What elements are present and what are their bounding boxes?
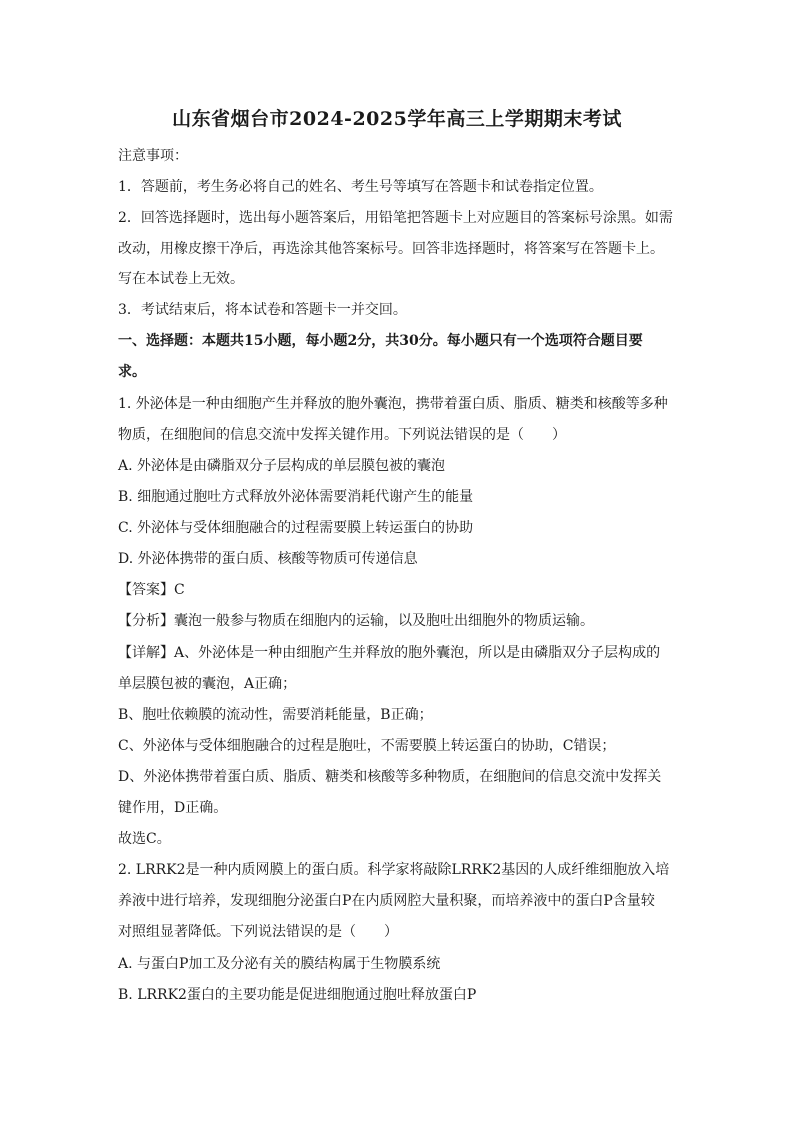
question-2-stem: 2. LRRK2是一种内质网膜上的蛋白质。科学家将敲除LRRK2基因的人成纤维细胞放入培 bbox=[118, 862, 670, 878]
section-heading: 一、选择题：本题共15小题，每小题2分，共30分。每小题只有一个选项符合题目要 bbox=[118, 333, 643, 349]
question-1-stem-cont: 物质，在细胞间的信息交流中发挥关键作用。下列说法错误的是（ ） bbox=[118, 427, 566, 443]
question-1-detail-c: C、外泌体与受体细胞融合的过程是胞吐，不需要膜上转运蛋白的协助，C错误； bbox=[118, 738, 616, 754]
question-1-analysis: 【分析】囊泡一般参与物质在细胞内的运输，以及胞吐出细胞外的物质运输。 bbox=[118, 613, 594, 629]
question-1-detail-a: 【详解】A、外泌体是一种由细胞产生并释放的胞外囊泡，所以是由磷脂双分子层构成的 bbox=[118, 645, 661, 661]
question-1-detail-a-cont: 单层膜包被的囊泡，A正确； bbox=[118, 676, 297, 692]
question-2-option-a: A. 与蛋白P加工及分泌有关的膜结构属于生物膜系统 bbox=[118, 956, 441, 972]
question-1-answer: 【答案】C bbox=[118, 582, 185, 598]
notice-item-2-end: 写在本试卷上无效。 bbox=[118, 271, 244, 287]
question-2-stem-end: 对照组显著降低。下列说法错误的是（ ） bbox=[118, 924, 398, 940]
question-1-option-a: A. 外泌体是由磷脂双分子层构成的单层膜包被的囊泡 bbox=[118, 458, 446, 474]
notice-item-2-cont: 改动，用橡皮擦干净后，再选涂其他答案标号。回答非选择题时，将答案写在答题卡上。 bbox=[118, 241, 664, 257]
notice-item-3: 3．考试结束后，将本试卷和答题卡一并交回。 bbox=[118, 302, 407, 318]
section-heading-cont: 求。 bbox=[118, 364, 146, 380]
question-2-stem-cont: 养液中进行培养，发现细胞分泌蛋白P在内质网腔大量积聚，而培养液中的蛋白P含量较 bbox=[118, 893, 655, 909]
question-2-option-b: B. LRRK2蛋白的主要功能是促进细胞通过胞吐释放蛋白P bbox=[118, 987, 477, 1003]
question-1-detail-d: D、外泌体携带着蛋白质、脂质、糖类和核酸等多种物质，在细胞间的信息交流中发挥关 bbox=[118, 769, 662, 785]
notice-item-2: 2．回答选择题时，选出每小题答案后，用铅笔把答题卡上对应题目的答案标号涂黑。如需 bbox=[118, 210, 673, 226]
notice-heading: 注意事项： bbox=[118, 148, 188, 164]
question-1-option-c: C. 外泌体与受体细胞融合的过程需要膜上转运蛋白的协助 bbox=[118, 520, 474, 536]
question-1-stem: 1. 外泌体是一种由细胞产生并释放的胞外囊泡，携带着蛋白质、脂质、糖类和核酸等多种 bbox=[118, 396, 668, 412]
question-1-detail-b: B、胞吐依赖膜的流动性，需要消耗能量，B正确； bbox=[118, 707, 433, 723]
question-1-option-d: D. 外泌体携带的蛋白质、核酸等物质可传递信息 bbox=[118, 551, 418, 567]
question-1-option-b: B. 细胞通过胞吐方式释放外泌体需要消耗代谢产生的能量 bbox=[118, 489, 474, 505]
question-1-choice: 故选C。 bbox=[118, 831, 171, 847]
notice-item-1: 1．答题前，考生务必将自己的姓名、考生号等填写在答题卡和试卷指定位置。 bbox=[118, 179, 603, 195]
question-1-detail-d-cont: 键作用，D正确。 bbox=[118, 800, 228, 816]
page-title: 山东省烟台市2024-2025学年高三上学期期末考试 bbox=[172, 108, 622, 130]
